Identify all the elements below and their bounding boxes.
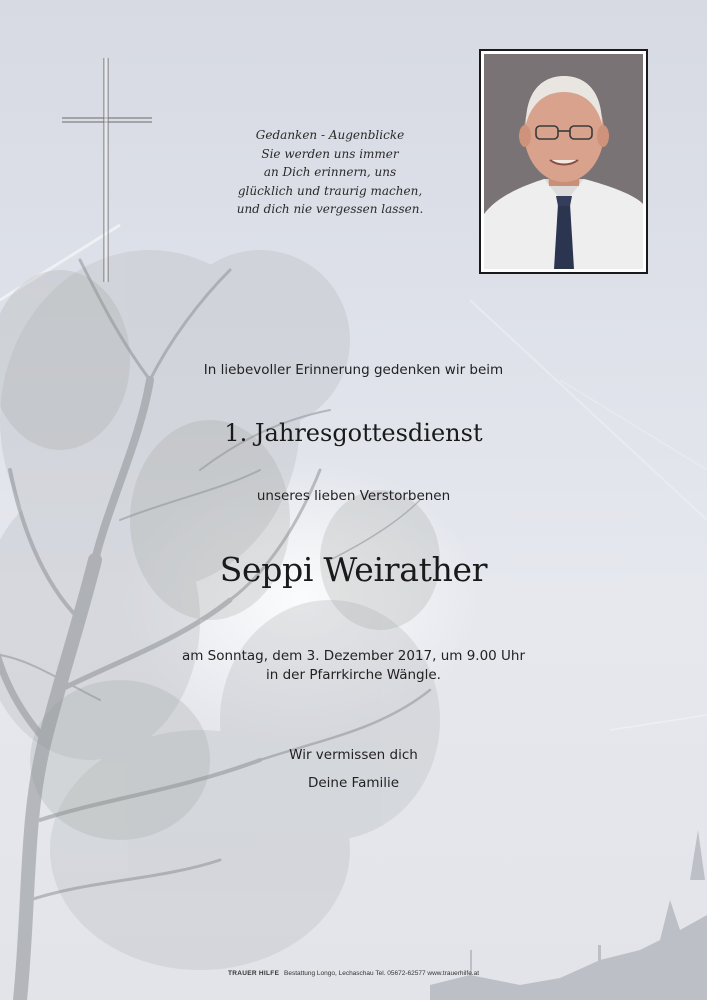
footer-brand: TRAUER HILFE: [227, 970, 280, 977]
intro-text: In liebevoller Erinnerung gedenken wir beim: [203, 362, 504, 378]
memorial-quote: [230, 126, 430, 219]
quote-line: glücklich und traurig machen,: [237, 183, 423, 198]
portrait-photo: [479, 49, 648, 274]
quote-line: Sie werden uns immer: [261, 146, 399, 161]
quote-line: Gedanken - Augenblicke: [255, 128, 405, 142]
closing-message: Wir vermissen dich: [289, 747, 418, 763]
footer-credits: [0, 970, 707, 977]
deceased-name: Seppi Weirather: [219, 550, 488, 589]
service-date: am Sonntag, dem 3. Dezember 2017, um 9.00 Uhr: [181, 648, 526, 664]
footer-details: Bestattung Longo, Lechaschau Tel. 05672-62577 www.trauerhilfe.at: [284, 970, 480, 977]
occasion-title: 1. Jahresgottesdienst: [224, 419, 483, 447]
cross-icon: [60, 56, 154, 286]
portrait-image: [484, 54, 643, 269]
quote-line: und dich nie vergessen lassen.: [236, 202, 424, 217]
service-place: in der Pfarrkirche Wängle.: [266, 667, 441, 683]
quote-line: an Dich erinnern, uns: [263, 165, 397, 180]
deceased-intro-text: unseres lieben Verstorbenen: [256, 488, 451, 504]
closing-signature: Deine Familie: [307, 775, 400, 791]
